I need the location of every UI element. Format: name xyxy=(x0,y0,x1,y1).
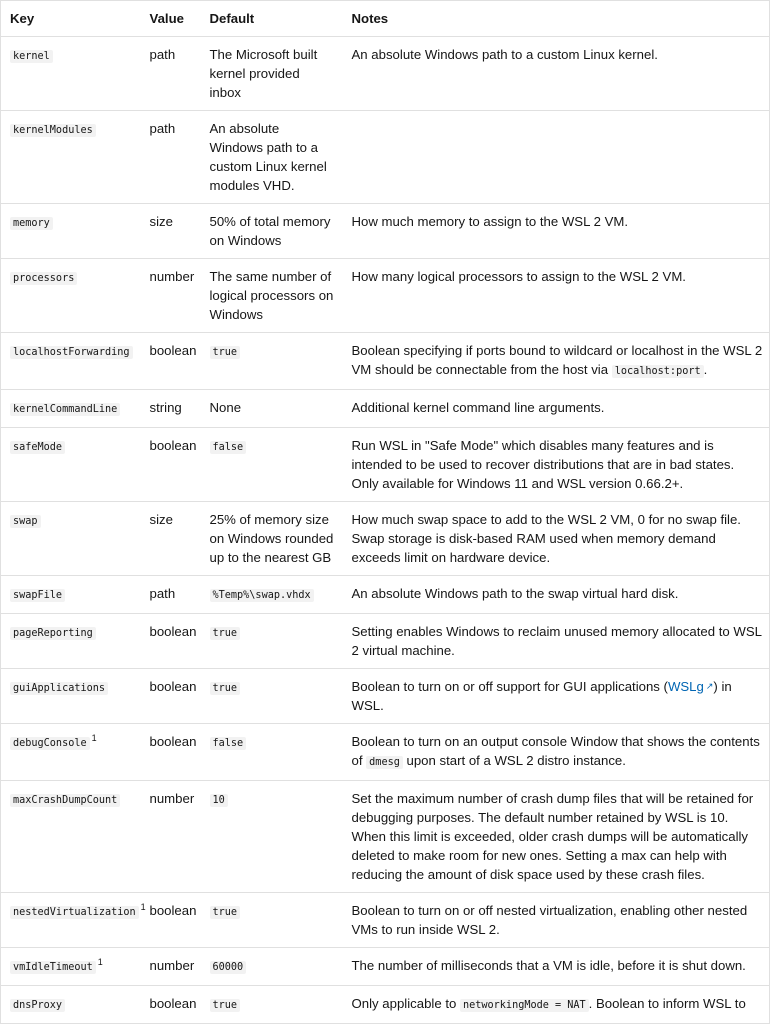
key-code: memory xyxy=(10,217,53,230)
cell-key xyxy=(1,37,141,111)
cell-notes: Boolean to turn on or off nested virtualization, enabling other nested VMs to run inside WSL 2. xyxy=(343,893,770,948)
default-code: %Temp%\swap.vhdx xyxy=(210,589,314,602)
key-code: vmIdleTimeout xyxy=(10,961,96,974)
table-row xyxy=(1,986,770,1024)
cell-value: number xyxy=(141,259,201,333)
cell-key xyxy=(1,781,141,893)
cell-key xyxy=(1,390,141,428)
cell-notes: The number of milliseconds that a VM is idle, before it is shut down. xyxy=(343,948,770,986)
cell-value: string xyxy=(141,390,201,428)
cell-default: The Microsoft built kernel provided inbox xyxy=(201,37,343,111)
cell-notes: Run WSL in "Safe Mode" which disables many features and is intended to be used to recover distributions that are in bad states. Only available for Windows 11 and WSL version 0.66.2+. xyxy=(343,428,770,502)
wslg-link[interactable]: WSLg xyxy=(667,679,704,694)
key-code: swap xyxy=(10,515,41,528)
default-code: true xyxy=(210,999,241,1012)
cell-value: boolean xyxy=(141,614,201,669)
cell-key xyxy=(1,669,141,724)
cell-notes xyxy=(343,986,770,1024)
footnote-marker: 1 xyxy=(91,732,97,743)
cell-key xyxy=(1,428,141,502)
key-code: processors xyxy=(10,272,77,285)
cell-default xyxy=(201,333,343,390)
table-row xyxy=(1,614,770,669)
header-value: Value xyxy=(141,1,201,37)
default-code: false xyxy=(210,737,247,750)
cell-key xyxy=(1,893,146,948)
cell-default xyxy=(201,576,343,614)
notes-text: Boolean to turn on an output console Window that shows the contents of xyxy=(351,734,760,768)
cell-default xyxy=(201,724,343,781)
cell-key xyxy=(1,576,141,614)
cell-value: boolean xyxy=(141,986,201,1024)
cell-notes: An absolute Windows path to the swap virtual hard disk. xyxy=(343,576,770,614)
table-row xyxy=(1,669,770,724)
key-code: safeMode xyxy=(10,441,65,454)
cell-value: number xyxy=(141,948,201,986)
notes-code: networkingMode = NAT xyxy=(460,999,589,1012)
table-row xyxy=(1,576,770,614)
cell-notes: How much memory to assign to the WSL 2 VM. xyxy=(343,204,770,259)
notes-code: dmesg xyxy=(366,756,403,769)
cell-key xyxy=(1,333,141,390)
default-code: true xyxy=(210,906,241,919)
cell-key xyxy=(1,614,141,669)
table-row xyxy=(1,37,770,111)
default-code: true xyxy=(210,346,241,359)
cell-default: The same number of logical processors on Windows xyxy=(201,259,343,333)
key-code: pageReporting xyxy=(10,627,96,640)
table-row xyxy=(1,204,770,259)
default-code: 60000 xyxy=(210,961,247,974)
external-link-icon: ↗ xyxy=(705,681,714,691)
cell-notes: How many logical processors to assign to the WSL 2 VM. xyxy=(343,259,770,333)
cell-notes: How much swap space to add to the WSL 2 VM, 0 for no swap file. Swap storage is disk-based RAM used when memory demand exceeds limit on hardware device. xyxy=(343,502,770,576)
cell-notes: Setting enables Windows to reclaim unused memory allocated to WSL 2 virtual machine. xyxy=(343,614,770,669)
notes-text: . Boolean to inform WSL to xyxy=(588,996,746,1011)
key-code: dnsProxy xyxy=(10,999,65,1012)
cell-key xyxy=(1,204,141,259)
notes-text: Boolean to turn on or off support for GUI applications ( xyxy=(351,679,668,694)
cell-key xyxy=(1,502,141,576)
cell-default: 25% of memory size on Windows rounded up to the nearest GB xyxy=(201,502,343,576)
cell-notes xyxy=(343,333,770,390)
table-row xyxy=(1,259,770,333)
key-code: kernelModules xyxy=(10,124,96,137)
cell-default xyxy=(201,614,343,669)
cell-notes: Set the maximum number of crash dump files that will be retained for debugging purposes. The default number retained by WSL is 10. When this limit is exceeded, older crash dumps will be automatically deleted to make room for new ones. Setting a max can help with reducing the amount of disk space used by these crash files. xyxy=(343,781,770,893)
cell-key xyxy=(1,259,141,333)
key-code: swapFile xyxy=(10,589,65,602)
key-code: localhostForwarding xyxy=(10,346,133,359)
cell-value: boolean xyxy=(141,333,201,390)
key-code: debugConsole xyxy=(10,737,90,750)
cell-value: path xyxy=(141,111,201,204)
cell-default xyxy=(201,948,343,986)
notes-text: upon start of a WSL 2 distro instance. xyxy=(402,753,626,768)
table-row xyxy=(1,502,770,576)
table-row xyxy=(1,111,770,204)
cell-default: An absolute Windows path to a custom Linux kernel modules VHD. xyxy=(201,111,343,204)
cell-default xyxy=(201,428,343,502)
header-default: Default xyxy=(201,1,343,37)
table-row xyxy=(1,390,770,428)
cell-value: boolean xyxy=(141,724,201,781)
default-code: true xyxy=(210,682,241,695)
cell-value: path xyxy=(141,37,201,111)
table-row xyxy=(1,781,770,893)
cell-notes: Additional kernel command line arguments. xyxy=(343,390,770,428)
key-code: kernel xyxy=(10,50,53,63)
table-row xyxy=(1,948,770,986)
cell-notes xyxy=(343,111,770,204)
table-row xyxy=(1,333,770,390)
default-code: 10 xyxy=(210,794,228,807)
cell-value: size xyxy=(141,502,201,576)
cell-default: None xyxy=(201,390,343,428)
cell-key xyxy=(1,986,141,1024)
cell-default xyxy=(201,893,343,948)
cell-default xyxy=(201,781,343,893)
footnote-marker: 1 xyxy=(97,956,103,967)
notes-text: Boolean specifying if ports bound to wildcard or localhost in the WSL 2 VM should be connectable from the host via xyxy=(351,343,763,377)
cell-value: number xyxy=(141,781,201,893)
cell-value: path xyxy=(141,576,201,614)
cell-key xyxy=(1,111,141,204)
notes-code: localhost:port xyxy=(612,365,704,378)
cell-key xyxy=(1,724,141,781)
default-code: true xyxy=(210,627,241,640)
cell-default xyxy=(201,669,343,724)
table-row xyxy=(1,724,770,781)
notes-text: ) in WSL. xyxy=(351,679,732,713)
key-code: nestedVirtualization xyxy=(10,906,139,919)
key-code: guiApplications xyxy=(10,682,108,695)
default-code: false xyxy=(210,441,247,454)
cell-notes xyxy=(343,669,770,724)
key-code: kernelCommandLine xyxy=(10,403,120,416)
cell-default: 50% of total memory on Windows xyxy=(201,204,343,259)
cell-value: boolean xyxy=(141,669,201,724)
cell-value: boolean xyxy=(141,428,201,502)
cell-key xyxy=(1,948,141,986)
footnote-marker: 1 xyxy=(140,901,146,912)
table-row xyxy=(1,893,770,948)
table-row xyxy=(1,428,770,502)
cell-notes: An absolute Windows path to a custom Linux kernel. xyxy=(343,37,770,111)
cell-default xyxy=(201,986,343,1024)
cell-value: size xyxy=(141,204,201,259)
header-notes: Notes xyxy=(343,1,770,37)
cell-value: boolean xyxy=(141,893,201,948)
cell-notes xyxy=(343,724,770,781)
header-key: Key xyxy=(1,1,141,37)
key-code: maxCrashDumpCount xyxy=(10,794,120,807)
notes-text: . xyxy=(703,362,708,377)
notes-text: Only applicable to xyxy=(351,996,460,1011)
table-header-row xyxy=(1,1,770,37)
